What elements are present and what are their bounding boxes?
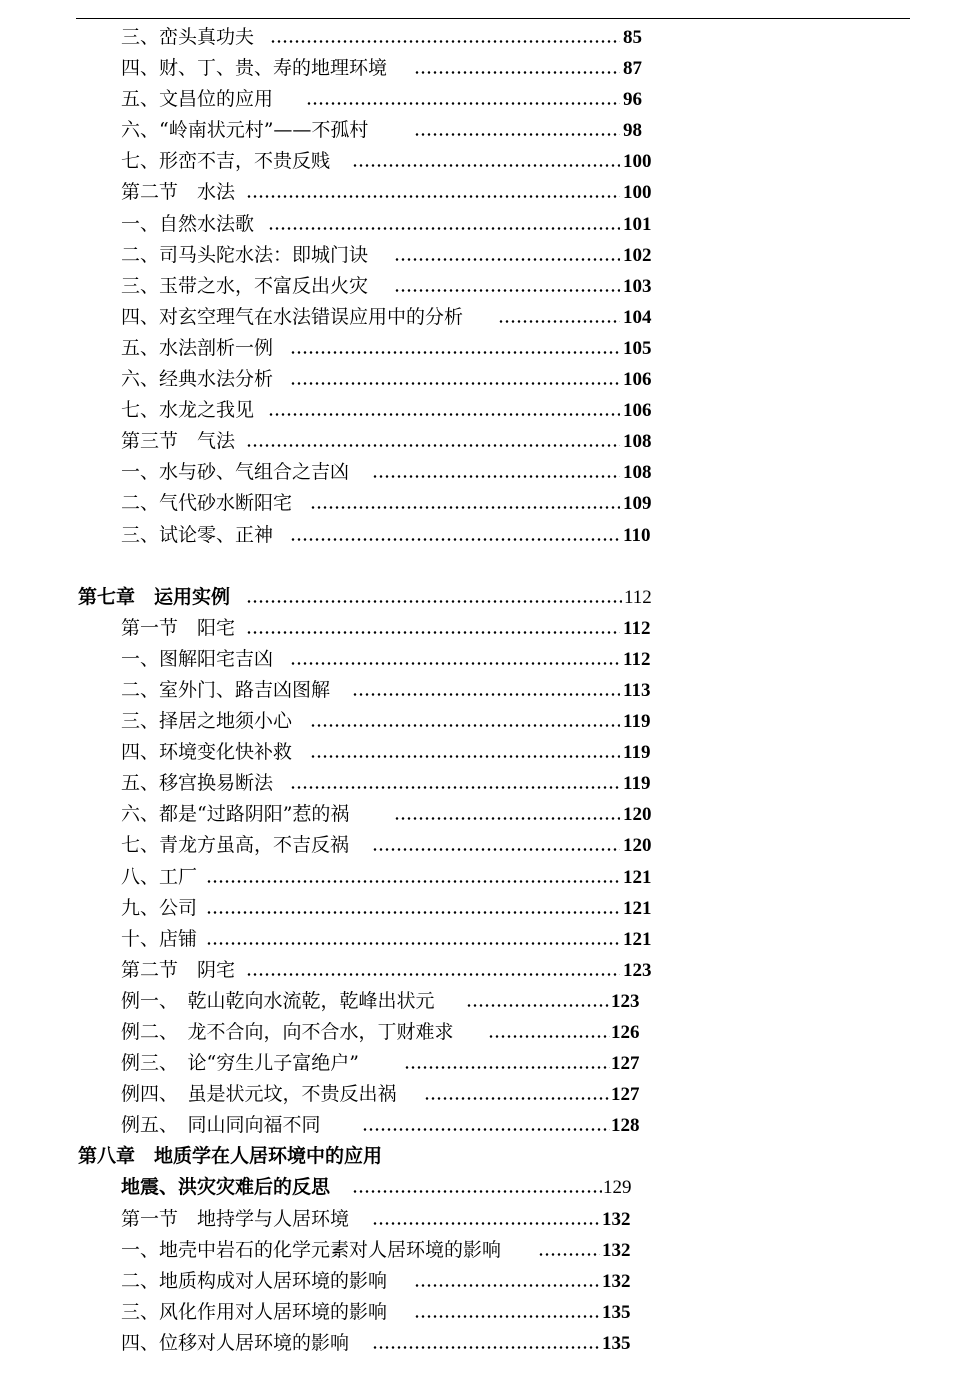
toc-entry-page: 96 <box>623 89 642 111</box>
dot-leader <box>206 911 620 914</box>
toc-entry-title: 例二、 龙不合向，向不合水，丁财难求 <box>121 1021 454 1043</box>
dot-leader <box>362 1128 610 1131</box>
toc-entry-page: 87 <box>623 58 642 80</box>
toc-chapter-subtitle-title: 地震、洪灾灾难后的反思 <box>121 1176 331 1199</box>
toc-entry-title: 七、青龙方虽高，不吉反祸 <box>121 834 350 857</box>
toc-entry-page: 113 <box>623 679 651 701</box>
dot-leader <box>352 164 620 167</box>
toc-entry-title: 三、试论零、正神 <box>121 523 274 546</box>
dot-leader <box>290 662 620 665</box>
toc-entry-title: 二、司马头陀水法：即城门诀 <box>121 243 369 266</box>
toc-entry-page: 132 <box>602 1239 631 1261</box>
toc-entry[interactable] <box>0 862 972 893</box>
toc-entry-title: 一、地壳中岩石的化学元素对人居环境的影响 <box>121 1238 502 1261</box>
toc-entry-title: 例五、 同山同向福不同 <box>121 1114 321 1137</box>
toc-entry-title: 第二节 水法 <box>121 181 236 204</box>
toc-entry[interactable] <box>0 271 972 302</box>
toc-entry[interactable] <box>0 737 972 768</box>
toc-entry[interactable] <box>0 1079 972 1110</box>
toc-chapter-page: 129 <box>603 1177 632 1199</box>
toc-entry[interactable] <box>0 706 972 737</box>
toc-entry-title: 三、峦头真功夫 <box>121 26 255 48</box>
toc-entry-title: 五、移宫换易断法 <box>121 772 274 795</box>
toc-entry-title: 第三节 气法 <box>121 430 236 453</box>
toc-entry[interactable] <box>0 1266 972 1297</box>
toc-entry-page: 110 <box>623 524 651 546</box>
toc-entry-title: 八、工厂 <box>121 865 198 888</box>
dot-leader <box>394 258 620 261</box>
toc-entry[interactable] <box>0 209 972 240</box>
toc-entry-page: 101 <box>623 213 652 235</box>
toc-entry[interactable] <box>0 302 972 333</box>
toc-entry[interactable] <box>0 1204 972 1235</box>
toc-entry-title: 一、自然水法歌 <box>121 212 255 235</box>
toc-entry-page: 128 <box>611 1115 640 1137</box>
dot-leader <box>290 538 620 541</box>
toc-entry-title: 四、环境变化快补救 <box>121 741 293 764</box>
toc-entry-page: 103 <box>623 275 652 297</box>
toc-entry-page: 135 <box>602 1301 631 1323</box>
dot-leader <box>290 382 620 385</box>
toc-entry-page: 106 <box>623 369 652 391</box>
toc-entry-title: 六、都是“过路阴阳”惹的祸 <box>121 803 350 826</box>
toc-entry-title: 一、图解阳宅吉凶 <box>121 647 274 670</box>
toc-entry-page: 102 <box>623 244 652 266</box>
toc-entry-page: 121 <box>623 928 652 950</box>
toc-chapter-page: 112 <box>624 586 652 608</box>
dot-leader <box>270 40 620 43</box>
dot-leader <box>246 195 620 198</box>
toc-entry[interactable] <box>0 395 972 426</box>
dot-leader <box>310 724 620 727</box>
header-rule <box>76 18 910 19</box>
toc-entry[interactable] <box>0 1017 972 1048</box>
toc-chapter-subtitle[interactable] <box>0 1172 972 1203</box>
toc-entry-page: 98 <box>623 120 642 142</box>
toc-entry[interactable] <box>0 893 972 924</box>
table-of-contents <box>0 22 972 1359</box>
toc-entry-page: 132 <box>602 1208 631 1230</box>
toc-entry-page: 112 <box>623 617 651 639</box>
toc-entry[interactable] <box>0 799 972 830</box>
toc-entry-title: 七、形峦不吉，不贵反贱 <box>121 150 331 173</box>
toc-entry[interactable] <box>0 84 972 115</box>
toc-entry[interactable] <box>0 924 972 955</box>
toc-entry-title: 五、文昌位的应用 <box>121 88 274 111</box>
toc-entry[interactable] <box>0 955 972 986</box>
toc-entry-page: 104 <box>623 306 652 328</box>
toc-entry[interactable] <box>0 675 972 706</box>
dot-leader <box>206 880 620 883</box>
dot-leader <box>372 475 620 478</box>
toc-entry[interactable] <box>0 115 972 146</box>
toc-chapter-title: 第八章 地质学在人居环境中的应用 <box>78 1145 383 1168</box>
toc-entry-page: 108 <box>623 462 652 484</box>
toc-entry[interactable] <box>0 1328 972 1359</box>
spacer <box>0 551 972 582</box>
toc-entry-page: 120 <box>623 835 652 857</box>
dot-leader <box>268 227 620 230</box>
toc-entry-title: 五、水法剖析一例 <box>121 336 274 359</box>
toc-entry-title: 七、水龙之我见 <box>121 399 255 422</box>
toc-entry[interactable] <box>0 1235 972 1266</box>
toc-entry-title: 一、水与砂、气组合之吉凶 <box>121 461 350 484</box>
toc-entry-title: 三、玉带之水，不富反出火灾 <box>121 274 369 297</box>
toc-entry[interactable] <box>0 53 972 84</box>
dot-leader <box>414 133 620 136</box>
dot-leader <box>246 631 620 634</box>
dot-leader <box>404 1066 610 1069</box>
toc-entry[interactable] <box>0 457 972 488</box>
toc-entry-title: 四、财、丁、贵、寿的地理环境 <box>121 57 388 80</box>
toc-entry-page: 127 <box>611 1053 640 1075</box>
dot-leader <box>394 817 620 820</box>
toc-entry[interactable] <box>0 22 972 53</box>
toc-entry-page: 108 <box>623 431 652 453</box>
toc-entry[interactable] <box>0 364 972 395</box>
dot-leader <box>310 506 620 509</box>
toc-entry-title: 例一、 乾山乾向水流乾，乾峰出状元 <box>121 989 435 1012</box>
toc-entry[interactable] <box>0 488 972 519</box>
toc-entry-page: 106 <box>623 400 652 422</box>
toc-entry-title: 例四、 虽是状元坟，不贵反出祸 <box>121 1083 397 1106</box>
toc-entry-title: 三、择居之地须小心 <box>121 710 293 733</box>
toc-entry[interactable] <box>0 240 972 271</box>
toc-entry-title: 四、对玄空理气在水法错误应用中的分析 <box>121 305 464 328</box>
dot-leader <box>306 102 620 105</box>
toc-entry-page: 119 <box>623 773 651 795</box>
toc-entry[interactable] <box>0 1048 972 1079</box>
toc-entry-title: 第一节 地持学与人居环境 <box>121 1207 350 1230</box>
dot-leader <box>372 1346 600 1349</box>
dot-leader <box>206 942 620 945</box>
toc-chapter[interactable] <box>0 1141 972 1172</box>
dot-leader <box>290 786 620 789</box>
toc-entry[interactable] <box>0 644 972 675</box>
toc-entry-page: 126 <box>611 1022 640 1043</box>
toc-entry-page: 112 <box>623 648 651 670</box>
toc-entry-title: 九、公司 <box>121 896 198 919</box>
dot-leader <box>394 289 620 292</box>
toc-entry-page: 132 <box>602 1270 631 1292</box>
toc-entry-page: 100 <box>623 151 652 173</box>
dot-leader <box>538 1253 600 1256</box>
toc-entry-page: 105 <box>623 337 652 359</box>
toc-entry-title: 四、位移对人居环境的影响 <box>121 1331 350 1354</box>
toc-entry[interactable] <box>0 768 972 799</box>
toc-entry[interactable] <box>0 146 972 177</box>
dot-leader <box>414 71 620 74</box>
toc-entry-page: 85 <box>623 27 642 48</box>
dot-leader <box>372 1222 600 1225</box>
dot-leader <box>310 755 620 758</box>
toc-entry-title: 三、风化作用对人居环境的影响 <box>121 1300 388 1323</box>
dot-leader <box>424 1097 610 1100</box>
toc-entry[interactable] <box>0 986 972 1017</box>
toc-entry[interactable] <box>0 1110 972 1141</box>
dot-leader <box>372 848 620 851</box>
toc-entry-page: 135 <box>602 1332 631 1354</box>
dot-leader <box>352 693 620 696</box>
toc-entry-page: 109 <box>623 493 652 515</box>
toc-entry-title: 第一节 阳宅 <box>121 616 236 639</box>
toc-entry-page: 127 <box>611 1084 640 1106</box>
dot-leader <box>246 444 620 447</box>
toc-entry-title: 例三、 论“穷生儿子富绝户” <box>121 1052 359 1075</box>
dot-leader <box>268 413 620 416</box>
dot-leader <box>352 1190 602 1193</box>
toc-entry-page: 120 <box>623 804 652 826</box>
toc-entry[interactable] <box>0 830 972 861</box>
dot-leader <box>488 1035 610 1038</box>
dot-leader <box>246 973 620 976</box>
dot-leader <box>290 351 620 354</box>
toc-entry-title: 二、室外门、路吉凶图解 <box>121 678 331 701</box>
toc-entry[interactable] <box>0 177 972 208</box>
toc-chapter-title: 第七章 运用实例 <box>78 585 231 608</box>
toc-entry[interactable] <box>0 1297 972 1328</box>
toc-entry-title: 六、经典水法分析 <box>121 368 274 391</box>
toc-entry-page: 119 <box>623 711 651 733</box>
dot-leader <box>246 600 622 603</box>
toc-entry[interactable] <box>0 520 972 551</box>
toc-chapter[interactable] <box>0 582 972 613</box>
toc-entry-title: 十、店铺 <box>121 927 198 950</box>
toc-entry-title: 二、气代砂水断阳宅 <box>121 492 293 515</box>
toc-entry[interactable] <box>0 613 972 644</box>
toc-entry-page: 100 <box>623 182 652 204</box>
toc-entry[interactable] <box>0 333 972 364</box>
dot-leader <box>414 1315 600 1318</box>
toc-entry-title: 第二节 阴宅 <box>121 958 236 981</box>
dot-leader <box>414 1284 600 1287</box>
toc-entry-page: 119 <box>623 742 651 764</box>
toc-entry-title: 二、地质构成对人居环境的影响 <box>121 1269 388 1292</box>
dot-leader <box>466 1004 610 1007</box>
toc-entry-page: 121 <box>623 866 652 888</box>
toc-entry-page: 123 <box>611 990 640 1012</box>
dot-leader <box>498 320 620 323</box>
toc-entry[interactable] <box>0 426 972 457</box>
toc-entry-page: 121 <box>623 897 652 919</box>
toc-entry-page: 123 <box>623 959 652 981</box>
toc-entry-title: 六、“岭南状元村”——不孤村 <box>121 119 369 142</box>
